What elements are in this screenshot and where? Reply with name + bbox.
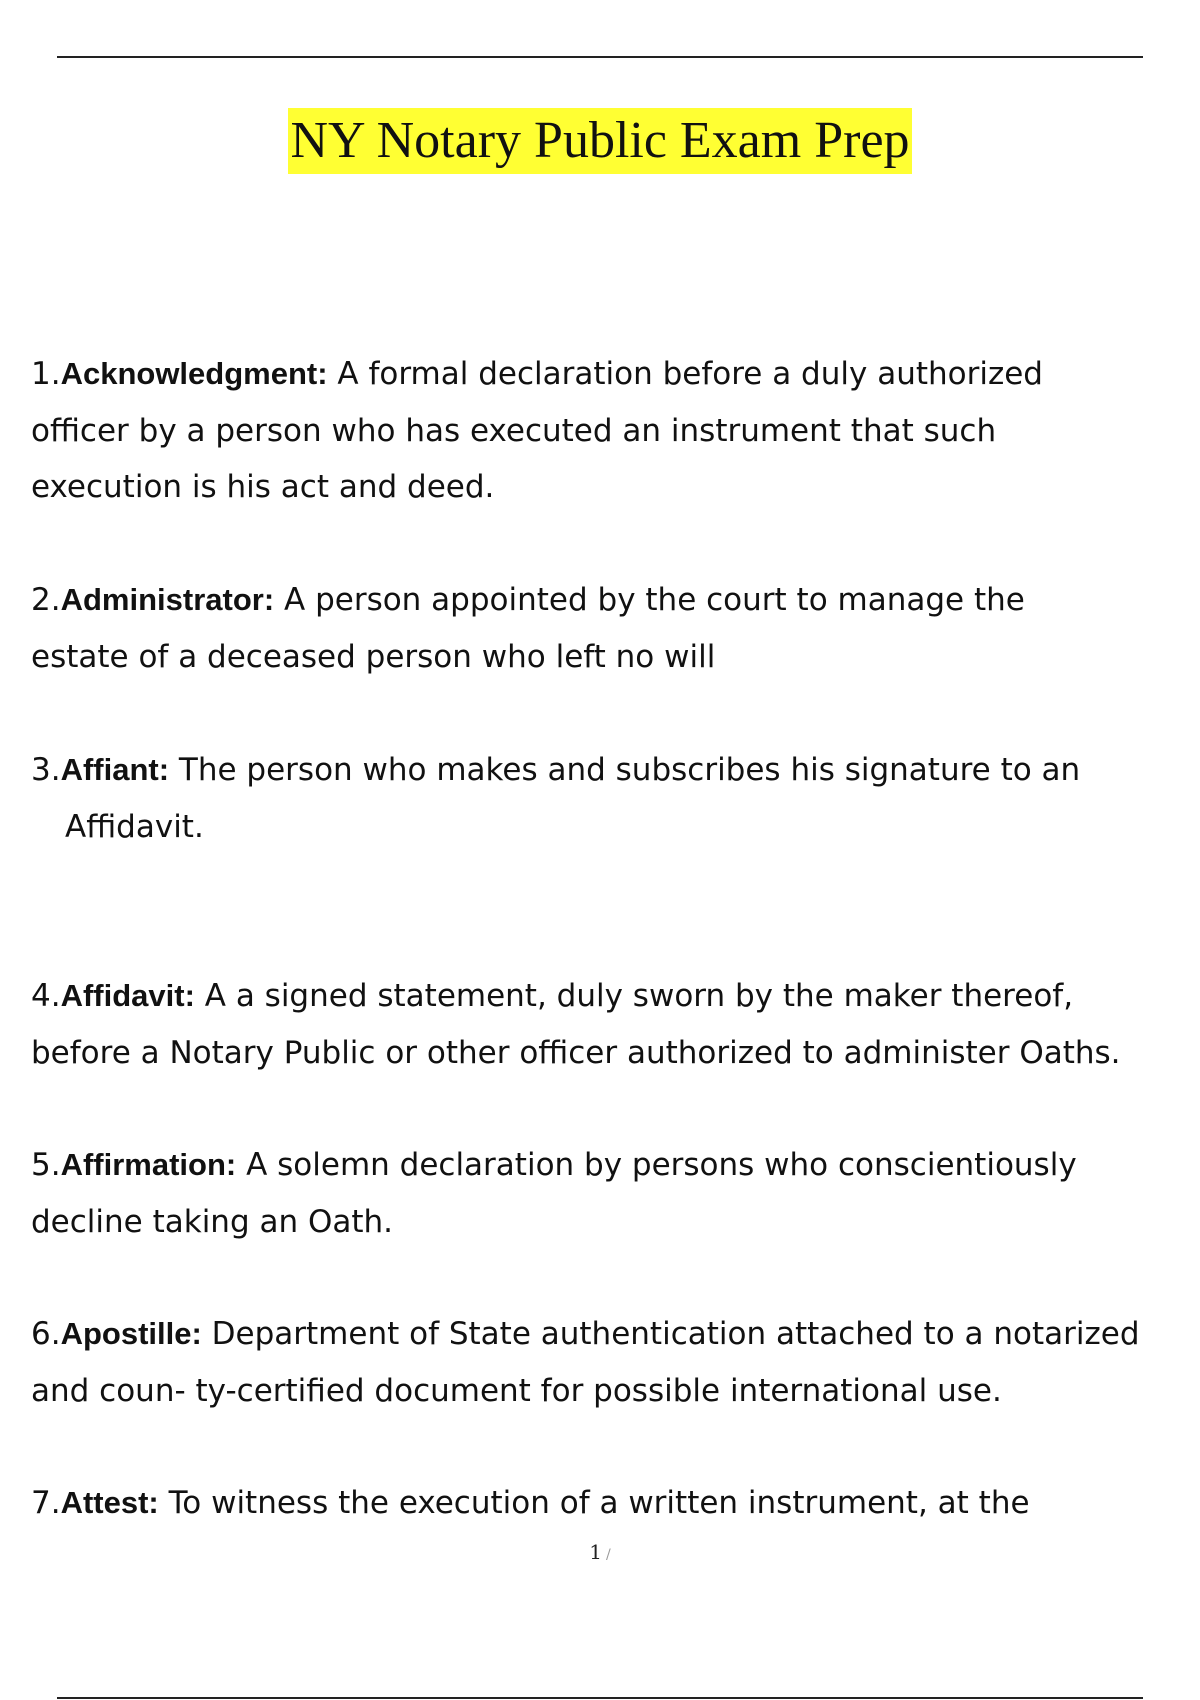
definition-entry-acknowledgment [31, 346, 1191, 516]
entry-text: A a signed statement, duly sworn by the maker thereof, [194, 978, 1074, 1014]
entry-first-line [31, 346, 1191, 403]
definition-entry-affidavit [31, 968, 1191, 1081]
entry-term: Administrator: [60, 582, 275, 617]
entry-text: and coun- ty-certified document for possible international use. [31, 1372, 1002, 1409]
entry-number: 5. [31, 1147, 61, 1183]
entry-term: Affirmation: [60, 1147, 237, 1182]
entry-first-line [31, 1475, 1191, 1532]
entry-number: 3. [31, 752, 61, 788]
entry-text: To witness the execution of a written instrument, at the [158, 1485, 1030, 1521]
entry-text: A solemn declaration by persons who conscientiously [236, 1147, 1077, 1183]
entry-term: Acknowledgment: [60, 356, 328, 391]
bottom-rule [57, 1697, 1143, 1699]
entry-term: Apostille: [60, 1316, 202, 1351]
entry-number: 4. [31, 978, 61, 1014]
page-number [0, 1540, 1200, 1564]
entry-term: Attest: [60, 1485, 159, 1520]
title-container [0, 108, 1200, 174]
entry-number: 1. [31, 356, 61, 392]
entry-first-line [31, 968, 1191, 1025]
entry-text: Department of State authentication attached to a notarized [201, 1316, 1140, 1352]
entry-text: officer by a person who has executed an instrument that such [31, 412, 997, 449]
page-number-value: 1 [589, 1540, 602, 1564]
entry-term: Affiant: [60, 752, 170, 787]
entry-first-line [31, 1306, 1191, 1363]
entry-text: Affidavit. [65, 808, 204, 845]
entry-text: A person appointed by the court to manage the [274, 582, 1025, 618]
page-number-suffix: / [606, 1547, 611, 1563]
top-rule [57, 56, 1143, 58]
definition-entry-attest [31, 1475, 1191, 1532]
document-title: NY Notary Public Exam Prep [288, 108, 911, 174]
entry-text: The person who makes and subscribes his signature to an [169, 752, 1081, 788]
entry-number: 6. [31, 1316, 61, 1352]
entry-number: 2. [31, 582, 61, 618]
entry-text: before a Notary Public or other officer authorized to administer Oaths. [31, 1034, 1121, 1071]
entry-first-line [31, 742, 1191, 799]
entry-first-line [31, 1137, 1191, 1194]
entry-text: execution is his act and deed. [31, 469, 495, 505]
entry-text: decline taking an Oath. [31, 1203, 394, 1240]
entry-term: Affidavit: [60, 978, 195, 1013]
entry-first-line [31, 572, 1191, 629]
entry-number: 7. [31, 1485, 61, 1521]
entry-text: estate of a deceased person who left no will [31, 638, 716, 675]
entry-text: A formal declaration before a duly authorized [327, 356, 1043, 392]
definition-entry-administrator [31, 572, 1191, 685]
definition-entry-apostille [31, 1306, 1191, 1419]
definition-entry-affiant [31, 742, 1191, 855]
definition-entry-affirmation [31, 1137, 1191, 1250]
